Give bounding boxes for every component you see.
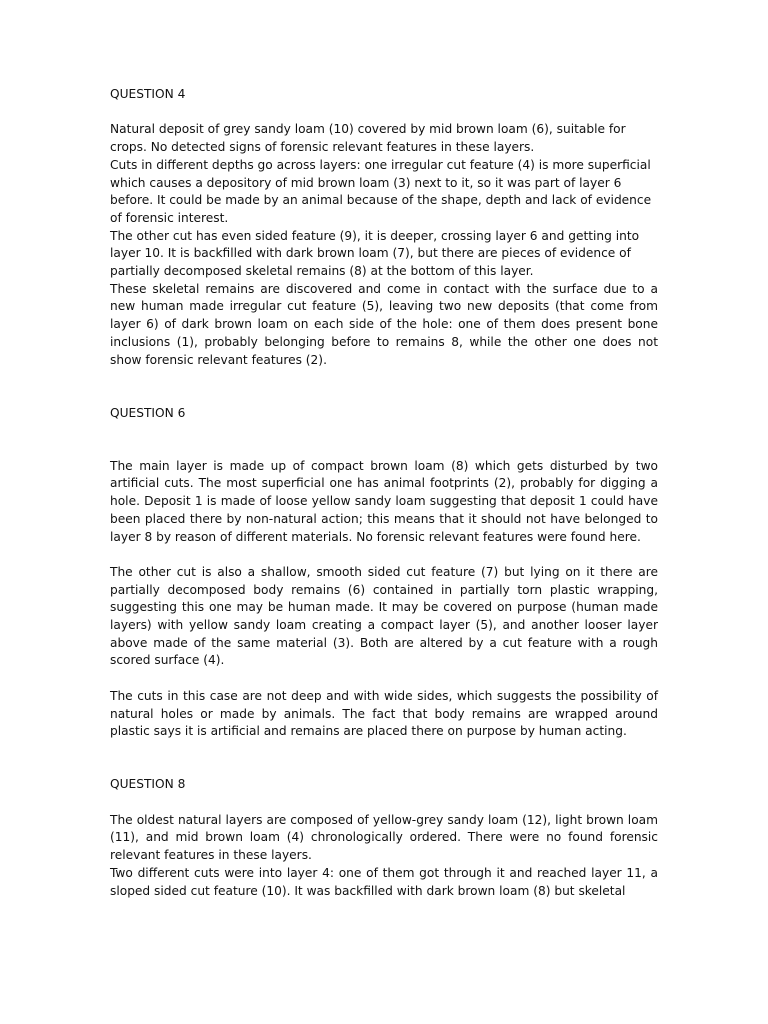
question-4-paragraph-2: Cuts in different depths go across layers: one irregular cut feature (4) is more superficial which causes a depository of mid brown loam (3) next to it, so it was part of layer 6 before. It could be made by an animal because of the shape, depth and lack of evidence of forensic interest. <box>110 157 652 225</box>
question-4-paragraph-3: The other cut has even sided feature (9), it is deeper, crossing layer 6 and getting into layer 10. It is backfilled with dark brown loam (7), but there are pieces of evidence of partially decomposed skeletal remains (8) at the bottom of this layer. <box>110 228 640 279</box>
question-6-paragraph-1: The main layer is made up of compact brown loam (8) which gets disturbed by two artificial cuts. The most superficial one has animal footprints (2), probably for digging a hole. Deposit 1 is made of loose yellow sandy loam suggesting that deposit 1 could have been placed there by non-natural action; this means that it should not have belonged to layer 8 by reason of different materials. No forensic relevant features were found here. <box>110 458 658 544</box>
question-4-paragraph-4: These skeletal remains are discovered and come in contact with the surface due to a new human made irregular cut feature (5), leaving two new deposits (that come from layer 6) of dark brown loam on each side of the hole: one of them does present bone inclusions (1), probably belonging before to remains 8, while the other one does not show forensic relevant features (2). <box>110 281 658 367</box>
question-8-heading: QUESTION 8 <box>110 777 186 792</box>
question-6-paragraph-2: The other cut is also a shallow, smooth sided cut feature (7) but lying on it there are partially decomposed body remains (6) contained in partially torn plastic wrapping, suggesting this one may be human made. It may be covered on purpose (human made layers) with yellow sandy loam creating a compact layer (5), and another looser layer above made of the same material (3). Both are altered by a cut feature with a rough scored surface (4). <box>110 564 658 668</box>
question-8-paragraph-2: Two different cuts were into layer 4: one of them got through it and reached layer 11, a sloped sided cut feature (10). It was backfilled with dark brown loam (8) but skeletal <box>110 865 658 898</box>
question-4-paragraph-1: Natural deposit of grey sandy loam (10) covered by mid brown loam (6), suitable for crops. No detected signs of forensic relevant features in these layers. <box>110 122 626 155</box>
question-4-heading: QUESTION 4 <box>110 87 186 101</box>
question-6-heading: QUESTION 6 <box>110 405 186 420</box>
document-page <box>110 86 658 900</box>
question-8-paragraph-1: The oldest natural layers are composed of yellow-grey sandy loam (12), light brown loam (11), and mid brown loam (4) chronologically ordered. There were no found forensic relevant features in these layers. <box>110 812 658 863</box>
question-6-paragraph-3: The cuts in this case are not deep and with wide sides, which suggests the possibility of natural holes or made by animals. The fact that body remains are wrapped around plastic says it is artificial and remains are placed there on purpose by human acting. <box>110 688 658 739</box>
